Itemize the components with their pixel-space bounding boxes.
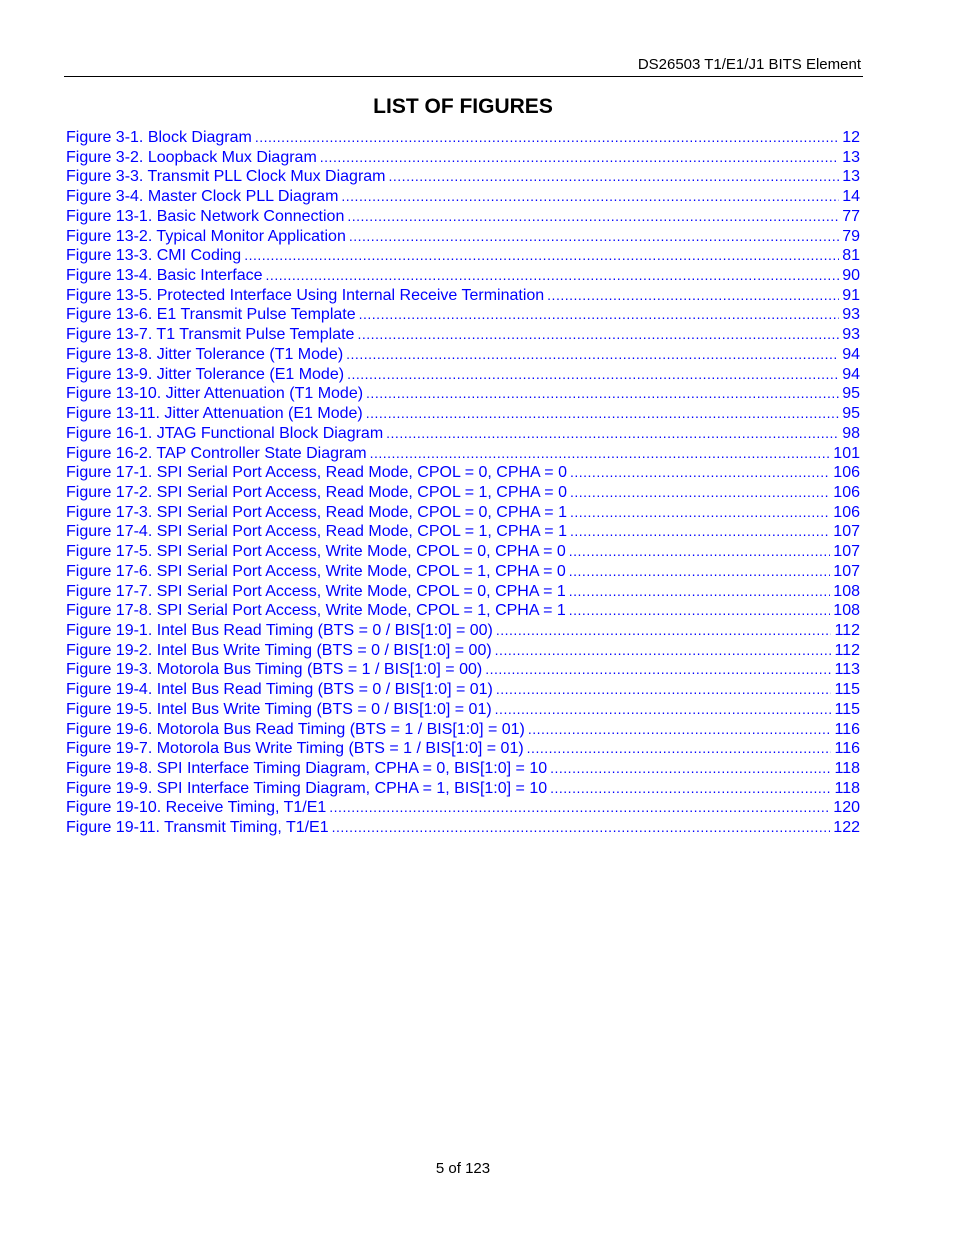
toc-dot-leader [349,227,839,247]
toc-entry-label: Figure 19-2. Intel Bus Write Timing (BTS = 0 / BIS[1:0] = 00) [66,641,492,659]
toc-entry-page-number: 115 [834,681,860,699]
toc-entry-page-number: 106 [833,483,860,501]
toc-entry-page-number: 108 [833,602,860,620]
toc-item [66,680,860,700]
toc-entry-link[interactable] [66,759,860,779]
toc-item [66,522,860,542]
toc-dot-leader [569,562,831,582]
toc-item [66,582,860,602]
toc-entry-link[interactable] [66,720,860,740]
toc-entry-link[interactable] [66,660,860,680]
toc-entry-link[interactable] [66,128,860,148]
toc-entry-label: Figure 13-10. Jitter Attenuation (T1 Mode) [66,385,364,403]
toc-entry-page-number: 113 [834,661,860,679]
toc-entry-link[interactable] [66,404,860,424]
toc-dot-leader [357,325,839,345]
toc-entry-page-number: 13 [842,168,860,186]
toc-item [66,207,860,227]
toc-entry-page-number: 98 [842,424,860,442]
toc-entry-page-number: 77 [842,207,860,225]
toc-dot-leader [527,739,832,759]
toc-entry-label: Figure 19-10. Receive Timing, T1/E1 [66,799,327,817]
toc-dot-leader [389,167,840,187]
toc-dot-leader [347,365,839,385]
toc-entry-link[interactable] [66,503,860,523]
toc-entry-page-number: 107 [833,562,860,580]
toc-entry-label: Figure 17-1. SPI Serial Port Access, Read Mode, CPOL = 0, CPHA = 0 [66,464,567,482]
toc-entry-page-number: 90 [842,267,860,285]
toc-entry-page-number: 107 [833,543,860,561]
toc-entry-page-number: 120 [833,799,860,817]
toc-entry-link[interactable] [66,522,860,542]
toc-entry-link[interactable] [66,818,860,838]
toc-item [66,660,860,680]
toc-entry-link[interactable] [66,798,860,818]
toc-dot-leader [366,384,839,404]
toc-entry-page-number: 95 [842,385,860,403]
toc-dot-leader [569,582,831,602]
toc-item [66,621,860,641]
toc-entry-label: Figure 13-1. Basic Network Connection [66,207,345,225]
toc-item [66,404,860,424]
toc-entry-page-number: 118 [834,779,860,797]
toc-entry-link[interactable] [66,286,860,306]
toc-item [66,148,860,168]
toc-entry-link[interactable] [66,601,860,621]
toc-entry-link[interactable] [66,365,860,385]
page-title: LIST OF FIGURES [373,95,553,118]
toc-dot-leader [386,424,839,444]
toc-item [66,365,860,385]
toc-dot-leader [495,700,832,720]
toc-entry-link[interactable] [66,483,860,503]
toc-entry-link[interactable] [66,641,860,661]
toc-item [66,641,860,661]
toc-entry-page-number: 93 [842,306,860,324]
toc-dot-leader [569,601,831,621]
toc-entry-link[interactable] [66,227,860,247]
toc-entry-label: Figure 3-1. Block Diagram [66,129,252,146]
toc-entry-label: Figure 19-7. Motorola Bus Write Timing (BTS = 1 / BIS[1:0] = 01) [66,740,524,758]
page-number: 5 of 123 [435,1160,491,1177]
toc-entry-page-number: 108 [833,582,860,600]
toc-item [66,444,860,464]
toc-dot-leader [569,542,831,562]
toc-dot-leader [570,463,830,483]
toc-entry-label: Figure 13-7. T1 Transmit Pulse Template [66,326,355,344]
toc-entry-link[interactable] [66,384,860,404]
toc-entry-page-number: 79 [842,227,860,245]
toc-entry-page-number: 122 [833,819,860,837]
toc-entry-label: Figure 19-5. Intel Bus Write Timing (BTS = 0 / BIS[1:0] = 01) [66,700,492,718]
toc-entry-label: Figure 19-9. SPI Interface Timing Diagram, CPHA = 1, BIS[1:0] = 10 [66,779,548,797]
toc-entry-label: Figure 3-4. Master Clock PLL Diagram [66,188,339,206]
toc-item [66,700,860,720]
toc-dot-leader [570,522,830,542]
toc-entry-label: Figure 19-11. Transmit Timing, T1/E1 [66,819,329,837]
toc-entry-link[interactable] [66,779,860,799]
toc-entry-page-number: 107 [833,523,860,541]
toc-dot-leader [370,444,831,464]
toc-entry-link[interactable] [66,325,860,345]
toc-entry-label: Figure 17-7. SPI Serial Port Access, Write Mode, CPOL = 0, CPHA = 1 [66,582,566,600]
toc-dot-leader [550,759,831,779]
list-of-figures [66,128,860,838]
toc-entry-label: Figure 16-2. TAP Controller State Diagram [66,444,367,462]
toc-dot-leader [528,720,832,740]
toc-entry-link[interactable] [66,562,860,582]
toc-item [66,562,860,582]
toc-dot-leader [570,483,830,503]
toc-item [66,739,860,759]
toc-entry-link[interactable] [66,167,860,187]
toc-item [66,246,860,266]
toc-dot-leader [332,818,831,838]
toc-entry-page-number: 94 [842,365,860,383]
toc-entry-page-number: 14 [842,188,860,206]
toc-item [66,483,860,503]
toc-dot-leader [366,404,839,424]
toc-entry-link[interactable] [66,345,860,365]
toc-dot-leader [570,503,830,523]
toc-entry-link[interactable] [66,187,860,207]
toc-entry-page-number: 106 [833,503,860,521]
toc-entry-page-number: 106 [833,464,860,482]
toc-entry-link[interactable] [66,207,860,227]
document-header-title: DS26503 T1/E1/J1 BITS Element [637,56,861,73]
toc-item [66,759,860,779]
toc-entry-link[interactable] [66,305,860,325]
toc-entry-label: Figure 17-6. SPI Serial Port Access, Write Mode, CPOL = 1, CPHA = 0 [66,562,566,580]
toc-item [66,345,860,365]
toc-dot-leader [485,660,831,680]
toc-item [66,601,860,621]
toc-item [66,325,860,345]
toc-entry-page-number: 12 [842,129,860,146]
toc-entry-page-number: 112 [834,641,860,659]
toc-entry-link[interactable] [66,148,860,168]
toc-entry-label: Figure 17-3. SPI Serial Port Access, Read Mode, CPOL = 0, CPHA = 1 [66,503,567,521]
toc-dot-leader [320,148,839,168]
toc-item [66,818,860,838]
toc-dot-leader [547,286,839,306]
toc-dot-leader [347,207,839,227]
toc-entry-page-number: 112 [834,621,860,639]
toc-entry-page-number: 101 [833,444,860,462]
toc-dot-leader [244,246,839,266]
toc-entry-label: Figure 17-5. SPI Serial Port Access, Write Mode, CPOL = 0, CPHA = 0 [66,543,566,561]
toc-item [66,384,860,404]
toc-dot-leader [341,187,839,207]
toc-entry-link[interactable] [66,424,860,444]
toc-dot-leader [496,621,832,641]
toc-item [66,227,860,247]
toc-entry-page-number: 115 [834,700,860,718]
toc-dot-leader [346,345,839,365]
toc-entry-link[interactable] [66,700,860,720]
toc-entry-label: Figure 17-8. SPI Serial Port Access, Write Mode, CPOL = 1, CPHA = 1 [66,602,566,620]
toc-entry-page-number: 93 [842,326,860,344]
toc-entry-label: Figure 13-9. Jitter Tolerance (E1 Mode) [66,365,345,383]
toc-entry-page-number: 91 [842,286,860,304]
toc-item [66,187,860,207]
toc-item [66,128,860,148]
toc-entry-label: Figure 17-4. SPI Serial Port Access, Read Mode, CPOL = 1, CPHA = 1 [66,523,567,541]
toc-item [66,779,860,799]
toc-dot-leader [329,798,830,818]
toc-dot-leader [359,305,840,325]
toc-item [66,798,860,818]
toc-entry-link[interactable] [66,542,860,562]
toc-item [66,266,860,286]
toc-entry-link[interactable] [66,621,860,641]
toc-item [66,463,860,483]
toc-entry-label: Figure 19-6. Motorola Bus Read Timing (BTS = 1 / BIS[1:0] = 01) [66,720,525,738]
toc-entry-page-number: 118 [834,760,860,777]
toc-entry-link[interactable] [66,444,860,464]
toc-entry-link[interactable] [66,246,860,266]
toc-entry-page-number: 95 [842,405,860,423]
toc-item [66,424,860,444]
toc-entry-label: Figure 13-5. Protected Interface Using Internal Receive Termination [66,286,545,304]
toc-dot-leader [496,680,832,700]
toc-item [66,503,860,523]
toc-dot-leader [495,641,832,661]
toc-entry-label: Figure 19-8. SPI Interface Timing Diagram, CPHA = 0, BIS[1:0] = 10 [66,760,548,777]
toc-entry-link[interactable] [66,266,860,286]
toc-entry-label: Figure 13-6. E1 Transmit Pulse Template [66,306,356,324]
toc-item [66,305,860,325]
toc-entry-label: Figure 3-3. Transmit PLL Clock Mux Diagram [66,168,386,186]
toc-item [66,286,860,306]
toc-entry-label: Figure 13-11. Jitter Attenuation (E1 Mode) [66,405,363,423]
toc-entry-page-number: 94 [842,345,860,363]
header-divider [64,76,863,77]
toc-entry-link[interactable] [66,739,860,759]
toc-entry-page-number: 116 [834,740,860,758]
toc-entry-label: Figure 13-8. Jitter Tolerance (T1 Mode) [66,345,344,363]
toc-item [66,542,860,562]
toc-entry-link[interactable] [66,582,860,602]
toc-entry-label: Figure 13-3. CMI Coding [66,247,242,265]
toc-entry-label: Figure 17-2. SPI Serial Port Access, Read Mode, CPOL = 1, CPHA = 0 [66,483,567,501]
toc-entry-label: Figure 13-4. Basic Interface [66,267,263,285]
toc-entry-page-number: 13 [842,148,860,166]
toc-entry-label: Figure 3-2. Loopback Mux Diagram [66,148,317,166]
toc-entry-label: Figure 13-2. Typical Monitor Application [66,227,346,245]
toc-entry-label: Figure 19-4. Intel Bus Read Timing (BTS = 0 / BIS[1:0] = 01) [66,681,493,699]
toc-dot-leader [550,779,831,799]
toc-entry-label: Figure 16-1. JTAG Functional Block Diagram [66,424,384,442]
toc-entry-page-number: 81 [842,247,860,265]
toc-entry-link[interactable] [66,463,860,483]
toc-dot-leader [266,266,840,286]
toc-entry-link[interactable] [66,680,860,700]
toc-entry-page-number: 116 [834,720,860,738]
toc-entry-label: Figure 19-3. Motorola Bus Timing (BTS = 1 / BIS[1:0] = 00) [66,661,483,679]
toc-dot-leader [255,128,839,148]
toc-item [66,167,860,187]
toc-item [66,720,860,740]
toc-entry-label: Figure 19-1. Intel Bus Read Timing (BTS = 0 / BIS[1:0] = 00) [66,621,493,639]
